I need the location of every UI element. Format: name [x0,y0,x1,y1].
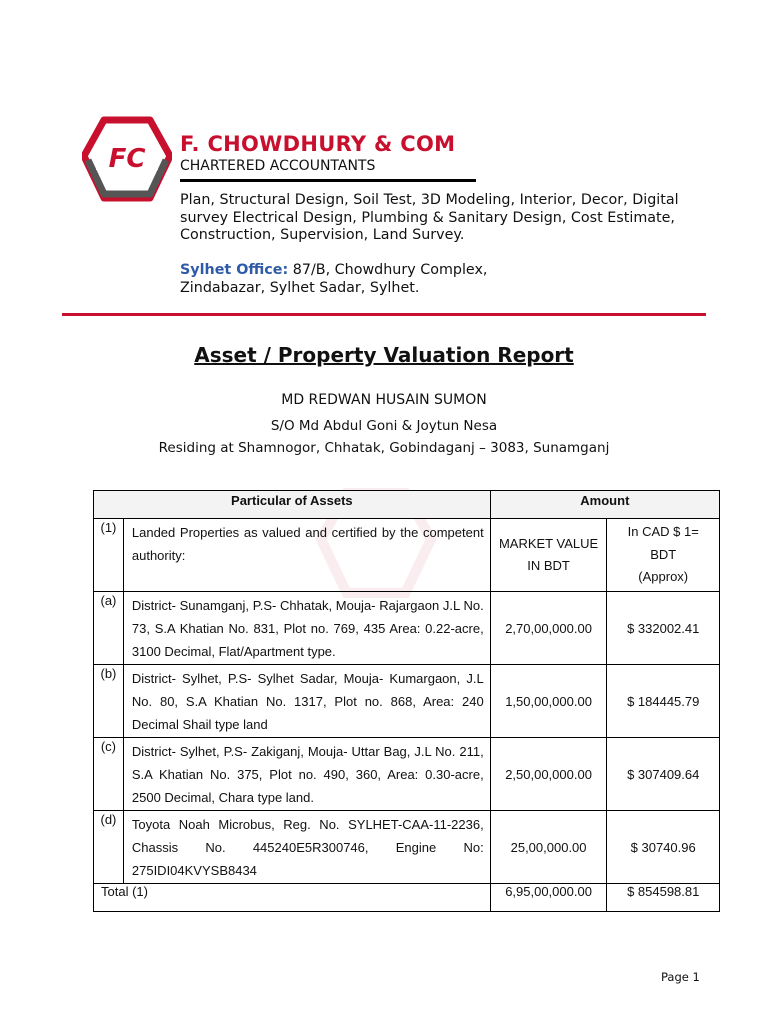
company-logo [82,116,172,202]
total-cad-value: $ 854598.81 [607,884,720,912]
row-bdt-value: 2,70,00,000.00 [490,592,607,665]
row-cad-value: $ 30740.96 [607,811,720,884]
total-bdt-value: 6,95,00,000.00 [490,884,607,912]
office-address [180,262,580,297]
table-row [94,665,720,738]
table-row [94,738,720,811]
table-row [94,811,720,884]
page-number: Page 1 [661,970,700,984]
col-particular-header: Particular of Assets [94,491,491,519]
row-index: (c) [94,738,124,811]
row-description: District- Sylhet, P.S- Zakiganj, Mouja- Uttar Bag, J.L No. 211, S.A Khatian No. 375, Plot no. 490, 360, Area: 0.30-acre, 2500 Decimal, Chara type land. [123,738,490,811]
office-address-line1: 87/B, Chowdhury Complex, [292,262,488,278]
row-bdt-value: 25,00,000.00 [490,811,607,884]
firm-subtitle: CHARTERED ACCOUNTANTS [180,158,376,174]
person-residence: Residing at Shamnogor, Chhatak, Gobindaganj – 3083, Sunamganj [158,440,610,456]
assets-table [93,490,720,912]
person-name: MD REDWAN HUSAIN SUMON [281,392,487,408]
row-description: Toyota Noah Microbus, Reg. No. SYLHET-CAA-11-2236, Chassis No. 445240E5R300746, Engine No: 275IDI04KVYSB8434 [123,811,490,884]
table-row [94,592,720,665]
report-title: Asset / Property Valuation Report [194,343,574,367]
firm-name: F. CHOWDHURY & COM [180,132,456,156]
table-total-row [94,884,720,912]
row-cad-value: $ 184445.79 [607,665,720,738]
cad-header [607,519,720,592]
row-index: (d) [94,811,124,884]
office-label: Sylhet Office: [180,262,289,278]
row-cad-value: $ 307409.64 [607,738,720,811]
col-amount-header: Amount [490,491,719,519]
row-index: (1) [94,519,124,592]
office-address-line2: Zindabazar, Sylhet Sadar, Sylhet. [180,279,420,296]
row-bdt-value: 1,50,00,000.00 [490,665,607,738]
header-divider [62,313,706,316]
firm-underline [180,179,476,182]
table-header-row [94,491,720,519]
row-description: Landed Properties as valued and certified by the competent authority: [123,519,490,592]
row-description: District- Sunamganj, P.S- Chhatak, Mouja- Rajargaon J.L No. 73, S.A Khatian No. 831, Plot no. 769, 435 Area: 0.22-acre, 3100 Decimal, Flat/Apartment type. [123,592,490,665]
cad-header-line1: In CAD $ 1= [627,524,699,540]
row-cad-value: $ 332002.41 [607,592,720,665]
cad-header-line3: (Approx) [638,569,689,585]
market-value-header-text: MARKET VALUE IN BDT [498,535,599,573]
row-bdt-value: 2,50,00,000.00 [490,738,607,811]
row-description: District- Sylhet, P.S- Sylhet Sadar, Mouja- Kumargaon, J.L No. 80, S.A Khatian No. 1317, Plot no. 868, Area: 240 Decimal Shail type land [123,665,490,738]
services-text: Plan, Structural Design, Soil Test, 3D Modeling, Interior, Decor, Digital survey Electrical Design, Plumbing & Sanitary Design, Cost Estimate, Construction, Supervision, Land Survey. [180,192,679,243]
total-label: Total (1) [94,884,491,912]
person-parents: S/O Md Abdul Goni & Joytun Nesa [270,418,498,434]
cad-header-line2: BDT [650,546,677,562]
table-row-intro [94,519,720,592]
row-index: (a) [94,592,124,665]
logo-text: FC [108,144,146,174]
market-value-header [490,519,607,592]
row-index: (b) [94,665,124,738]
